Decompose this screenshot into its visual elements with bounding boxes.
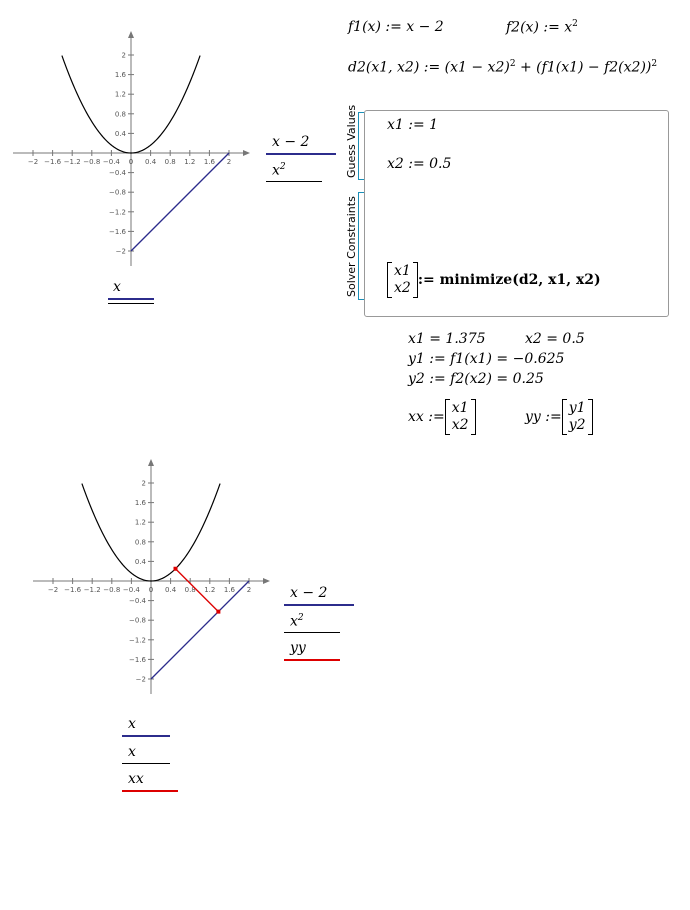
result-y2-text: y2 := f2(x2) = 0.25 xyxy=(408,371,544,387)
guess-values-tab: Guess Values xyxy=(345,104,358,178)
plot-2-x-tick-label: −0.4 xyxy=(122,586,140,594)
plot-2-x-tick-label: 2 xyxy=(246,586,252,594)
plot-2-x-legend[interactable] xyxy=(122,716,178,792)
xx-definition[interactable] xyxy=(408,399,476,435)
xx-label: xx := xyxy=(408,409,445,425)
plot-2-x-tick-label: −1.6 xyxy=(64,586,82,594)
plot-1-y-tick-label: −1.2 xyxy=(109,208,126,217)
plot-1-series-line xyxy=(128,153,232,251)
result-y1[interactable] xyxy=(408,351,564,367)
minimize-statement[interactable] xyxy=(387,262,601,298)
plot-1-y-tick-label: −0.8 xyxy=(109,188,126,197)
minimize-text: := minimize(d2, x1, x2) xyxy=(417,272,601,288)
result-x2-text: x2 = 0.5 xyxy=(525,331,585,347)
plot-1-x-tick-label: 1.6 xyxy=(203,158,215,166)
plot-2-y-tick-label: 1.2 xyxy=(134,518,146,527)
result-y2[interactable] xyxy=(408,371,544,387)
plot-1-x-legend[interactable] xyxy=(108,279,154,304)
result-vector-x1: x1 xyxy=(394,263,411,279)
f1-definition[interactable] xyxy=(348,19,444,35)
plot-2-x-line-2 xyxy=(122,763,170,764)
plot-2-x-line-1 xyxy=(122,735,170,737)
plot-2-trace-line-3 xyxy=(284,659,340,661)
plot-1-y-axis-arrow xyxy=(128,31,134,38)
plot-1[interactable] xyxy=(10,30,250,280)
plot-1-trace-exp: 2 xyxy=(279,162,286,172)
d2-exponent-2: 2 xyxy=(651,59,658,69)
plot-2-trace-line-1 xyxy=(284,604,354,606)
result-vector-x2: x2 xyxy=(394,280,411,296)
result-x1[interactable] xyxy=(408,331,486,347)
constraints-bracket xyxy=(358,192,364,300)
plot-2-x-tick-label: −2 xyxy=(47,586,59,594)
guess-x2-text: x2 := 0.5 xyxy=(387,156,452,172)
plot-1-x-axis-arrow xyxy=(243,150,250,156)
yy-definition[interactable] xyxy=(525,399,593,435)
plot-2-x-tick-label: 1.2 xyxy=(204,586,216,594)
plot-2-y-tick-label: 1.6 xyxy=(134,499,146,508)
plot-1-x-label: x xyxy=(113,279,121,295)
guess-bracket xyxy=(358,112,364,180)
plot-2-x-tick-label: 0.8 xyxy=(184,586,196,594)
plot-1-y-tick-label: 0.4 xyxy=(114,129,126,138)
plot-2-trace-label-3: yy xyxy=(290,639,306,656)
d2-text: d2(x1, x2) := (x1 − x2) xyxy=(348,59,510,76)
plot-2-x-axis-arrow xyxy=(263,578,270,584)
plot-2-y-tick-label: −2 xyxy=(135,675,146,684)
plot-2-y-tick-label: −0.8 xyxy=(129,616,146,625)
plot-2-y-tick-label: 0.4 xyxy=(134,557,146,566)
plot-1-x-tick-label: −2 xyxy=(27,158,39,166)
plot-1-y-tick-label: −0.4 xyxy=(109,169,126,178)
plot-1-x-tick-label: 1.2 xyxy=(184,158,196,166)
plot-2-y-axis-arrow xyxy=(148,459,154,466)
xx-cell-1: x1 xyxy=(451,400,469,416)
plot-2-x-tick-label: −1.2 xyxy=(83,586,101,594)
plot-2-y-tick-label: −1.2 xyxy=(129,636,146,645)
plot-1-trace-label-2 xyxy=(266,162,336,179)
yy-cell-2: y2 xyxy=(568,417,586,433)
plot-1-y-tick-label: 1.6 xyxy=(114,71,126,80)
plot-2-trace-exp: 2 xyxy=(297,613,304,623)
plot-1-x-tick-label: −0.4 xyxy=(102,158,120,166)
solver-block[interactable] xyxy=(364,110,669,317)
xx-cell-2: x2 xyxy=(451,417,469,433)
plot-2-x-label-2: x xyxy=(128,744,136,760)
plot-2-x-tick-label: 0 xyxy=(148,586,154,594)
yy-label: yy := xyxy=(525,409,562,425)
xx-vector xyxy=(445,399,476,435)
plot-2-x-tick-label: −0.8 xyxy=(103,586,121,594)
plot-1-trace-label-2-text: x xyxy=(272,162,280,179)
f2-exponent: 2 xyxy=(572,19,578,29)
solver-constraints-tab: Solver Constraints xyxy=(345,196,358,297)
result-x2[interactable] xyxy=(525,331,585,347)
plot-1-x-tick-label: 2 xyxy=(226,158,232,166)
plot-2-x-tick-label: 1.6 xyxy=(223,586,235,594)
plot-2-trace-label-2-text: x xyxy=(290,613,298,630)
f1-text: f1(x) := x − 2 xyxy=(348,19,444,35)
plot-2-y-tick-label: −1.6 xyxy=(129,655,146,664)
plot-1-x-tick-label: 0 xyxy=(128,158,134,166)
plot-1-y-tick-label: 0.8 xyxy=(114,110,126,119)
plot-1-trace-legend[interactable] xyxy=(266,134,336,182)
result-vector xyxy=(387,262,418,298)
plot-2-trace-line-2 xyxy=(284,632,340,633)
guess-x1-text: x1 := 1 xyxy=(387,117,439,133)
plot-1-trace-line-1 xyxy=(266,153,336,155)
plot-2-series-line xyxy=(148,581,252,679)
plot-2-trace-label-2 xyxy=(284,613,354,630)
guess-x2[interactable] xyxy=(387,156,451,172)
result-x1-text: x1 = 1.375 xyxy=(408,331,486,347)
plot-1-x-tick-label: −0.8 xyxy=(83,158,101,166)
plot-2-x-tick-label: 0.4 xyxy=(165,586,177,594)
f2-definition[interactable] xyxy=(506,19,578,36)
plot-2-y-tick-label: −0.4 xyxy=(129,597,146,606)
d2-definition[interactable] xyxy=(348,59,657,76)
plot-1-y-tick-label: −2 xyxy=(115,247,126,256)
plot-1-y-tick-label: 1.2 xyxy=(114,90,126,99)
d2-text-2: + (f1(x1) − f2(x2)) xyxy=(515,59,652,76)
plot-1-x-tick-label: −1.2 xyxy=(63,158,81,166)
plot-2-y-tick-label: 2 xyxy=(141,479,146,488)
plot-1-y-tick-label: 2 xyxy=(121,51,126,60)
plot-1-trace-label-1: x − 2 xyxy=(272,134,310,150)
plot-1-x-tick-label: 0.4 xyxy=(145,158,157,166)
plot-1-y-tick-label: −1.6 xyxy=(109,227,126,236)
f2-text: f2(x) := x xyxy=(506,19,573,36)
plot-2-segment-point xyxy=(216,610,220,614)
plot-1-x-tick-label: 0.8 xyxy=(164,158,176,166)
plot-2-x-label-3: xx xyxy=(128,771,144,787)
yy-vector xyxy=(562,399,593,435)
plot-2-trace-legend[interactable] xyxy=(284,585,354,661)
plot-2-trace-label-1: x − 2 xyxy=(290,585,328,601)
plot-1-trace-line-2 xyxy=(266,181,322,182)
plot-2[interactable] xyxy=(30,458,270,708)
d2-exponent-1: 2 xyxy=(509,59,516,69)
plot-1-x-tick-label: −1.6 xyxy=(44,158,62,166)
plot-2-x-line-3 xyxy=(122,790,178,792)
plot-1-x-line-1 xyxy=(108,298,154,300)
plot-1-x-line-2 xyxy=(108,303,154,304)
plot-2-segment-point xyxy=(174,567,178,571)
yy-cell-1: y1 xyxy=(568,400,586,416)
plot-2-x-label-1: x xyxy=(128,716,136,732)
plot-2-y-tick-label: 0.8 xyxy=(134,538,146,547)
guess-x1[interactable] xyxy=(387,117,438,133)
result-y1-text: y1 := f1(x1) = −0.625 xyxy=(408,351,565,367)
